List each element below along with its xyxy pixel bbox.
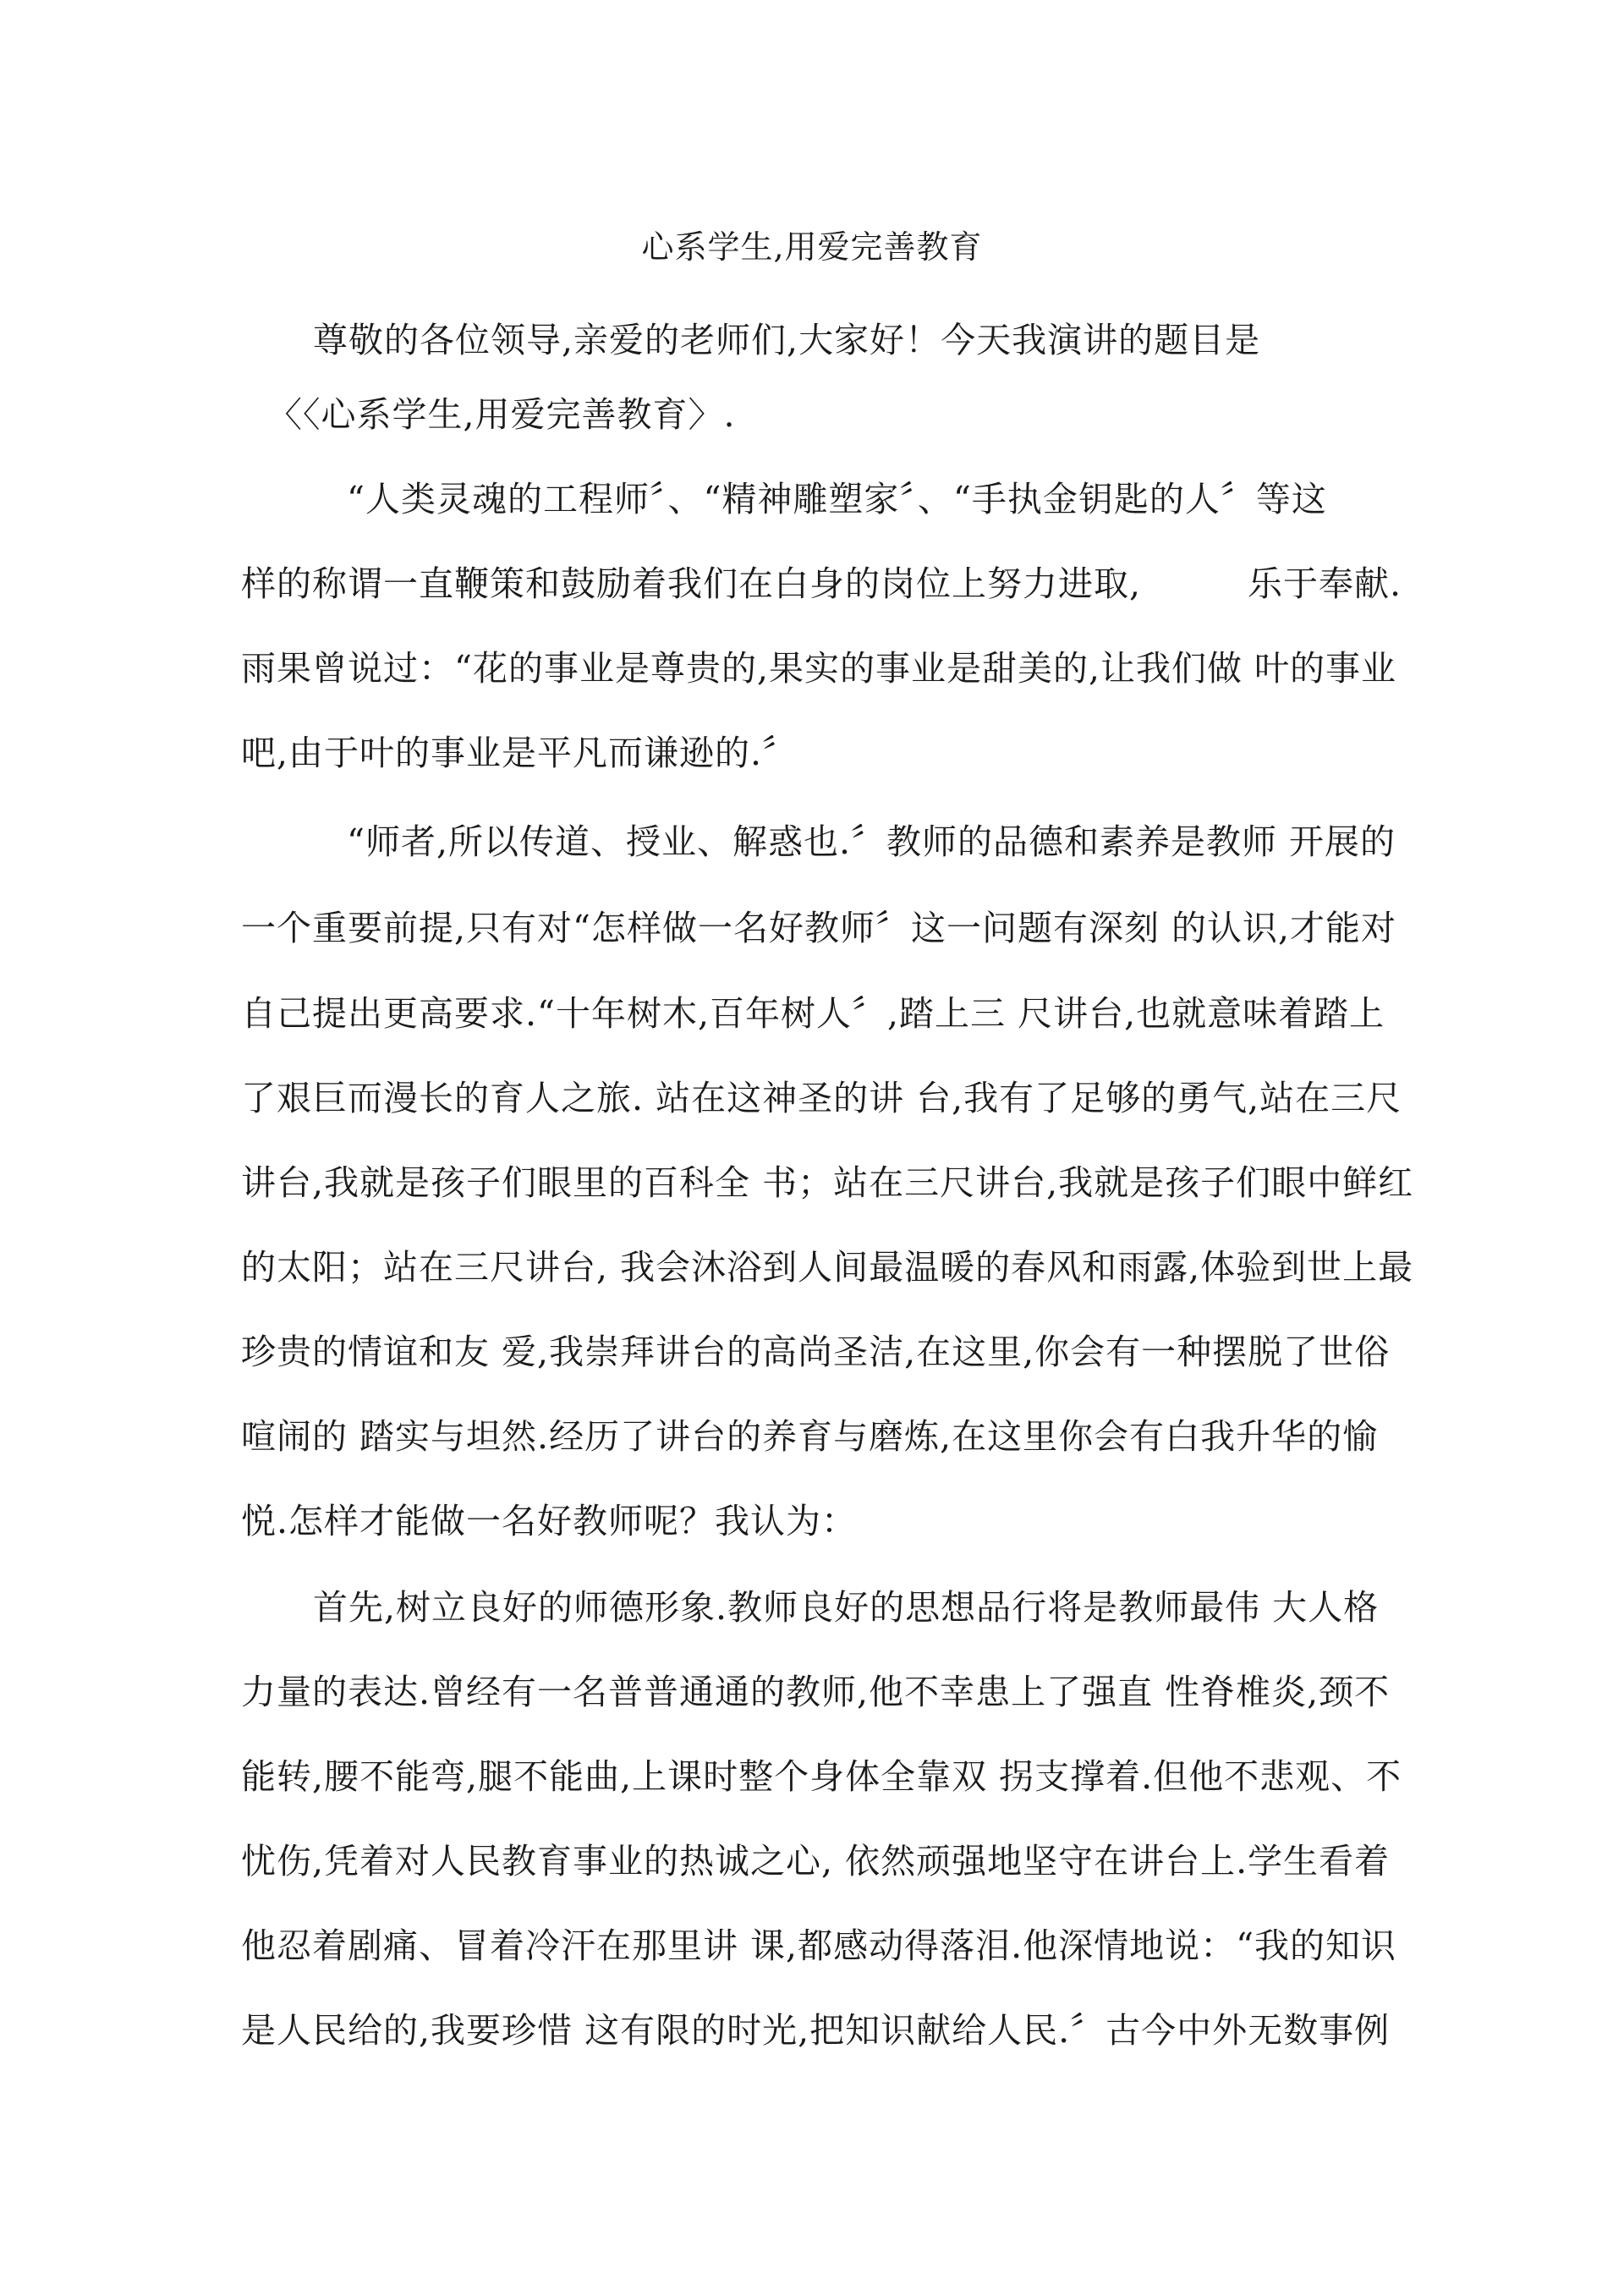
text-line: 讲台,我就是孩子们眼里的百科全 书；站在三尺讲台,我就是孩子们眼中鲜红 — [241, 1162, 1414, 1203]
text-line: 是人民给的,我要珍惜 这有限的时光,把知识献给人民.〞古今中外无数事例 — [241, 2010, 1391, 2051]
text-line: 力量的表达.曾经有一名普普通通的教师,他不幸患上了强直 性脊椎炎,颈不 — [241, 1672, 1391, 1712]
text-line: 样的称谓一直鞭策和鼓励着我们在白身的岗位上努力进取, 乐于奉献. — [241, 563, 1402, 604]
text-line: 他忍着剧痛、冒着冷汗在那里讲 课,都感动得落泪.他深情地说：“我的知识 — [241, 1925, 1397, 1966]
text-line: 首先,树立良好的师德形象.教师良好的思想品行将是教师最伟 大人格 — [313, 1587, 1380, 1628]
text-line: 雨果曾说过：“花的事业是尊贵的,果实的事业是甜美的,让我们做 叶的事业 — [241, 648, 1397, 689]
text-line: 忧伤,凭着对人民教育事业的热诚之心, 依然顽强地坚守在讲台上.学生看着 — [241, 1841, 1391, 1881]
text-line: “人类灵魂的工程师〞、“精神雕塑家〞、“手执金钥匙的人〞等这 — [347, 479, 1327, 519]
text-line: 一个重要前提,只有对“怎样做一名好教师〞这一问题有深刻 的认识,才能对 — [241, 908, 1397, 948]
text-line: 悦.怎样才能做一名好教师呢？我认为： — [241, 1501, 858, 1541]
text-line: 尊敬的各位领导,亲爱的老师们,大家好！今天我演讲的题目是 — [313, 320, 1261, 360]
text-line: “师者,所以传道、授业、解惑也.〞教师的品德和素养是教师 开展的 — [347, 821, 1396, 862]
text-line: 能转,腰不能弯,腿不能曲,上课时整个身体全靠双 拐支撑着.但他不悲观、不 — [241, 1756, 1402, 1797]
text-line: 〈〈心系学生,用爱完善教育〉. — [267, 394, 736, 435]
text-line: 了艰巨而漫长的育人之旅. 站在这神圣的讲 台,我有了足够的勇气,站在三尺 — [241, 1078, 1402, 1118]
text-line: 珍贵的情谊和友 爱,我崇拜讲台的高尚圣洁,在这里,你会有一种摆脱了世俗 — [241, 1332, 1391, 1372]
document-title: 心系学生,用爱完善教育 — [641, 228, 983, 266]
text-line: 自己提出更高要求.“十年树木,百年树人〞,踏上三 尺讲台,也就意味着踏上 — [241, 993, 1385, 1034]
text-line: 的太阳；站在三尺讲台, 我会沐浴到人间最温暖的春风和雨露,体验到世上最 — [241, 1247, 1414, 1288]
text-line: 吧,由于叶的事业是平凡而谦逊的.〞 — [241, 733, 798, 773]
text-line: 喧闹的 踏实与坦然.经历了讲台的养育与磨炼,在这里你会有白我升华的愉 — [241, 1416, 1379, 1457]
